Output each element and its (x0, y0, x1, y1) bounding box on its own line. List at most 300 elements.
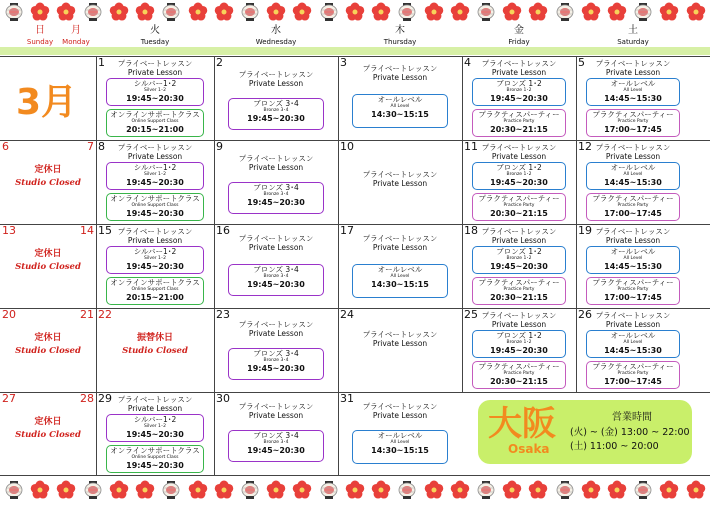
class-en: Online Support Class (131, 203, 179, 208)
private-jp: プライベートレッスン (362, 330, 438, 339)
day-cell-18[interactable] (462, 224, 576, 308)
class-en: Silver 1･2 (143, 256, 167, 261)
private-en: Private Lesson (491, 68, 547, 77)
private-lesson (338, 64, 462, 82)
class-silver[interactable] (106, 78, 204, 106)
studio-info-panel (478, 400, 692, 464)
class-practice-party[interactable] (472, 109, 566, 137)
plum-blossom-icon (30, 2, 50, 22)
day-cell-9[interactable] (214, 140, 338, 224)
header-thursday (338, 26, 462, 47)
plum-blossom-icon (266, 480, 286, 500)
day-number: 27 (2, 392, 16, 405)
day-cell-4[interactable] (462, 56, 576, 140)
class-all-level[interactable] (352, 264, 448, 298)
day-cell-31[interactable] (338, 392, 462, 476)
class-bronze12[interactable] (472, 162, 566, 190)
class-en: Bronze 3･4 (263, 274, 289, 279)
class-silver[interactable] (106, 414, 204, 442)
private-lesson (576, 308, 690, 329)
private-en: Private Lesson (127, 152, 183, 161)
day-number: 30 (216, 392, 230, 405)
paper-lantern-icon (319, 2, 339, 22)
class-jp: ブロンズ 3･4 (253, 99, 299, 108)
paper-lantern-icon (397, 2, 417, 22)
month-title: 3月 (16, 82, 78, 123)
private-en: Private Lesson (248, 79, 304, 88)
class-time: 14:30~15:15 (371, 446, 429, 455)
private-jp: プライベートレッスン (238, 70, 314, 79)
class-en: Practice Party (503, 371, 535, 376)
private-lesson (576, 140, 690, 161)
plum-blossom-icon (56, 2, 76, 22)
private-jp: プライベートレッスン (117, 59, 193, 68)
class-jp: オールレベル (610, 79, 656, 88)
plum-blossom-icon (581, 480, 601, 500)
private-en: Private Lesson (248, 329, 304, 338)
paper-lantern-icon (4, 2, 24, 22)
day-number: 25 (464, 308, 478, 321)
private-lesson (576, 224, 690, 245)
header-en: Saturday (617, 38, 649, 46)
private-jp: プライベートレッスン (362, 402, 438, 411)
class-jp: プラクティスパーティー (478, 194, 560, 203)
private-jp: プライベートレッスン (117, 395, 193, 404)
plum-blossom-icon (424, 2, 444, 22)
class-online-support[interactable] (106, 277, 204, 305)
class-practice-party[interactable] (586, 109, 680, 137)
class-jp: ブロンズ 3･4 (253, 431, 299, 440)
class-bronze34[interactable] (228, 264, 324, 296)
class-time: 20:30~21:15 (490, 209, 548, 218)
plum-blossom-icon (266, 2, 286, 22)
class-time: 14:45~15:30 (604, 178, 662, 187)
day-cell-11[interactable] (462, 140, 576, 224)
class-en: Bronze 3･4 (263, 192, 289, 197)
class-en: Silver 1･2 (143, 88, 167, 93)
day-cell-25[interactable] (462, 308, 576, 392)
paper-lantern-icon (319, 480, 339, 500)
class-en: Practice Party (617, 203, 649, 208)
paper-lantern-icon (161, 2, 181, 22)
plum-blossom-icon (188, 480, 208, 500)
plum-blossom-icon (528, 480, 548, 500)
day-number: 8 (98, 140, 105, 153)
day-number: 19 (578, 224, 592, 237)
studio-closed (0, 162, 96, 188)
private-en: Private Lesson (127, 404, 183, 413)
private-en: Private Lesson (127, 236, 183, 245)
day-number: 20 (2, 308, 16, 321)
class-time: 19:45~20:30 (126, 209, 184, 218)
class-en: All Level (623, 88, 643, 93)
private-lesson (338, 330, 462, 348)
class-all-level[interactable] (586, 78, 680, 106)
day-number: 18 (464, 224, 478, 237)
header-en: Monday (62, 38, 90, 46)
private-lesson (214, 320, 338, 338)
class-jp: プラクティスパーティー (592, 362, 674, 371)
city-name: 大阪 (488, 404, 556, 444)
private-en: Private Lesson (605, 236, 661, 245)
class-online-support[interactable] (106, 109, 204, 137)
class-time: 19:45~20:30 (490, 346, 548, 355)
private-lesson (462, 308, 576, 329)
day-cell-8[interactable] (96, 140, 214, 224)
class-jp: オールレベル (377, 265, 423, 274)
paper-lantern-icon (83, 480, 103, 500)
plum-blossom-icon (292, 2, 312, 22)
plum-blossom-icon (371, 480, 391, 500)
class-practice-party[interactable] (472, 361, 566, 389)
day-cell-6-7[interactable] (0, 140, 96, 224)
private-jp: プライベートレッスン (238, 320, 314, 329)
day-number: 12 (578, 140, 592, 153)
private-en: Private Lesson (491, 152, 547, 161)
day-cell-3[interactable] (338, 56, 462, 140)
day-number: 6 (2, 140, 9, 153)
private-jp: プライベートレッスン (117, 227, 193, 236)
day-number: 2 (216, 56, 223, 69)
paper-lantern-icon (555, 480, 575, 500)
private-jp: プライベートレッスン (238, 154, 314, 163)
day-number: 13 (2, 224, 16, 237)
day-number: 29 (98, 392, 112, 405)
header-en: Wednesday (255, 38, 297, 46)
private-lesson (214, 70, 338, 88)
private-en: Private Lesson (372, 73, 428, 82)
class-en: Bronze 1･2 (506, 88, 532, 93)
plum-blossom-icon (424, 480, 444, 500)
plum-blossom-icon (109, 2, 129, 22)
day-cell-20-21[interactable] (0, 308, 96, 392)
day-number: 11 (464, 140, 478, 153)
day-cell-15[interactable] (96, 224, 214, 308)
closed-en: Studio Closed (15, 430, 81, 440)
class-en: Silver 1･2 (143, 172, 167, 177)
private-lesson (96, 224, 214, 245)
private-en: Private Lesson (248, 243, 304, 252)
class-practice-party[interactable] (586, 361, 680, 389)
business-hours-title: 営業時間 (612, 412, 652, 423)
plum-blossom-icon (109, 480, 129, 500)
class-time: 14:45~15:30 (604, 94, 662, 103)
class-time: 19:45~20:30 (247, 446, 305, 455)
class-time: 14:30~15:15 (371, 280, 429, 289)
class-en: All Level (623, 340, 643, 345)
header-saturday (576, 26, 690, 47)
private-lesson (462, 224, 576, 245)
class-jp: オールレベル (610, 331, 656, 340)
class-jp: オンラインサポートクラス (110, 110, 200, 119)
header-wednesday (214, 26, 338, 47)
class-jp: オールレベル (610, 163, 656, 172)
class-en: Practice Party (617, 119, 649, 124)
day-number: 10 (340, 140, 354, 153)
class-en: All Level (390, 274, 410, 279)
paper-lantern-icon (633, 2, 653, 22)
paper-lantern-icon (397, 480, 417, 500)
class-en: Bronze 1･2 (506, 340, 532, 345)
class-practice-party[interactable] (472, 277, 566, 305)
class-jp: プラクティスパーティー (592, 194, 674, 203)
class-en: Practice Party (503, 287, 535, 292)
class-jp: シルバー1･2 (133, 79, 177, 88)
class-practice-party[interactable] (472, 193, 566, 221)
day-cell-27-28[interactable] (0, 392, 96, 476)
header-jp: 土 (628, 25, 638, 36)
private-lesson (338, 234, 462, 252)
class-all-level[interactable] (586, 330, 680, 358)
class-jp: ブロンズ 3･4 (253, 349, 299, 358)
class-en: Practice Party (503, 203, 535, 208)
studio-closed (0, 414, 96, 440)
class-bronze34[interactable] (228, 98, 324, 130)
class-time: 19:45~20:30 (247, 364, 305, 373)
day-cell-19[interactable] (576, 224, 690, 308)
class-en: Online Support Class (131, 455, 179, 460)
plum-blossom-icon (502, 480, 522, 500)
plum-blossom-icon (502, 2, 522, 22)
closed-en: Studio Closed (15, 178, 81, 188)
private-lesson (214, 154, 338, 172)
class-en: All Level (623, 256, 643, 261)
class-bronze12[interactable] (472, 246, 566, 274)
class-en: Online Support Class (131, 287, 179, 292)
class-jp: オールレベル (377, 95, 423, 104)
closed-jp: 定休日 (34, 417, 62, 427)
plum-blossom-icon (56, 480, 76, 500)
private-jp: プライベートレッスン (362, 234, 438, 243)
header-jp: 月 (71, 25, 81, 36)
plum-blossom-icon (135, 2, 155, 22)
paper-lantern-icon (240, 2, 260, 22)
header-tuesday (96, 26, 214, 47)
class-en: Bronze 3･4 (263, 108, 289, 113)
class-en: Bronze 3･4 (263, 440, 289, 445)
day-number: 24 (340, 308, 354, 321)
class-time: 20:15~21:00 (126, 125, 184, 134)
class-silver[interactable] (106, 246, 204, 274)
header-en: Sunday (26, 38, 54, 46)
class-time: 19:45~20:30 (126, 461, 184, 470)
paper-lantern-icon (161, 480, 181, 500)
class-time: 17:00~17:45 (604, 377, 662, 386)
header-sunday (22, 26, 58, 47)
private-lesson (576, 56, 690, 77)
private-en: Private Lesson (372, 179, 428, 188)
class-en: Online Support Class (131, 119, 179, 124)
private-jp: プライベートレッスン (362, 64, 438, 73)
class-time: 19:45~20:30 (126, 94, 184, 103)
day-cell-26[interactable] (576, 308, 690, 392)
private-lesson (462, 56, 576, 77)
plum-blossom-icon (528, 2, 548, 22)
paper-lantern-icon (83, 2, 103, 22)
class-bronze34[interactable] (228, 182, 324, 214)
class-jp: プラクティスパーティー (592, 278, 674, 287)
day-number: 26 (578, 308, 592, 321)
private-jp: プライベートレッスン (595, 143, 671, 152)
private-en: Private Lesson (491, 236, 547, 245)
day-number: 3 (340, 56, 347, 69)
class-bronze34[interactable] (228, 430, 324, 462)
day-number: 7 (87, 140, 94, 153)
class-time: 14:45~15:30 (604, 346, 662, 355)
class-jp: ブロンズ 3･4 (253, 183, 299, 192)
private-en: Private Lesson (248, 411, 304, 420)
class-time: 17:00~17:45 (604, 293, 662, 302)
class-bronze12[interactable] (472, 330, 566, 358)
day-cell-23[interactable] (214, 308, 338, 392)
day-cell-2[interactable] (214, 56, 338, 140)
day-cell-13-14[interactable] (0, 224, 96, 308)
class-silver[interactable] (106, 162, 204, 190)
class-en: Practice Party (617, 371, 649, 376)
business-hours-weekday: (火) ~ (金) 13:00 ~ 22:00 (570, 427, 690, 438)
plum-blossom-icon (450, 2, 470, 22)
class-time: 19:45~20:30 (490, 94, 548, 103)
day-number: 28 (80, 392, 94, 405)
header-jp: 木 (395, 25, 405, 36)
class-jp: オールレベル (610, 247, 656, 256)
private-jp: プライベートレッスン (362, 170, 438, 179)
plum-blossom-icon (188, 2, 208, 22)
class-time: 14:30~15:15 (371, 110, 429, 119)
header-en: Friday (508, 38, 530, 46)
class-jp: プラクティスパーティー (592, 110, 674, 119)
class-bronze12[interactable] (472, 78, 566, 106)
private-lesson (96, 140, 214, 161)
class-bronze34[interactable] (228, 348, 324, 380)
class-jp: ブロンズ 1･2 (496, 79, 542, 88)
private-jp: プライベートレッスン (595, 311, 671, 320)
header-friday (462, 26, 576, 47)
private-jp: プライベートレッスン (595, 59, 671, 68)
private-en: Private Lesson (372, 339, 428, 348)
paper-lantern-icon (476, 2, 496, 22)
studio-closed (0, 246, 96, 272)
paper-lantern-icon (240, 480, 260, 500)
class-time: 19:45~20:30 (490, 178, 548, 187)
plum-blossom-icon (214, 480, 234, 500)
day-cell-10[interactable] (338, 140, 462, 224)
day-cell-30[interactable] (214, 392, 338, 476)
day-cell-12[interactable] (576, 140, 690, 224)
day-cell-1[interactable] (96, 56, 214, 140)
class-en: All Level (390, 440, 410, 445)
class-jp: シルバー1･2 (133, 163, 177, 172)
private-en: Private Lesson (491, 320, 547, 329)
class-online-support[interactable] (106, 193, 204, 221)
private-en: Private Lesson (605, 152, 661, 161)
plum-blossom-icon (686, 480, 706, 500)
private-lesson (214, 234, 338, 252)
class-en: Bronze 1･2 (506, 172, 532, 177)
private-en: Private Lesson (372, 243, 428, 252)
plum-blossom-icon (607, 2, 627, 22)
day-cell-29[interactable] (96, 392, 214, 476)
day-number: 9 (216, 140, 223, 153)
private-jp: プライベートレッスン (481, 143, 557, 152)
header-en: Thursday (383, 38, 417, 46)
substitute-holiday (96, 330, 214, 356)
private-lesson (462, 140, 576, 161)
class-jp: ブロンズ 3･4 (253, 265, 299, 274)
header-jp: 日 (35, 25, 45, 36)
plum-blossom-icon (607, 480, 627, 500)
plum-blossom-icon (214, 2, 234, 22)
class-en: All Level (623, 172, 643, 177)
paper-lantern-icon (555, 2, 575, 22)
private-en: Private Lesson (248, 163, 304, 172)
closed-en: Studio Closed (15, 262, 81, 272)
private-en: Private Lesson (605, 68, 661, 77)
day-number: 22 (98, 308, 112, 321)
class-practice-party[interactable] (586, 193, 680, 221)
class-time: 20:15~21:00 (126, 293, 184, 302)
class-all-level[interactable] (352, 94, 448, 128)
class-jp: オンラインサポートクラス (110, 194, 200, 203)
class-time: 20:30~21:15 (490, 125, 548, 134)
day-cell-17[interactable] (338, 224, 462, 308)
class-jp: オンラインサポートクラス (110, 278, 200, 287)
day-number: 21 (80, 308, 94, 321)
day-cell-16[interactable] (214, 224, 338, 308)
class-time: 19:45~20:30 (247, 114, 305, 123)
plum-blossom-icon (581, 2, 601, 22)
class-all-level[interactable] (586, 246, 680, 274)
private-jp: プライベートレッスン (117, 143, 193, 152)
class-practice-party[interactable] (586, 277, 680, 305)
plum-blossom-icon (345, 480, 365, 500)
plum-blossom-icon (659, 2, 679, 22)
paper-lantern-icon (4, 480, 24, 500)
class-all-level[interactable] (586, 162, 680, 190)
class-time: 20:30~21:15 (490, 377, 548, 386)
class-en: Silver 1･2 (143, 424, 167, 429)
day-cell-5[interactable] (576, 56, 690, 140)
closed-en: Studio Closed (122, 346, 188, 356)
class-en: Bronze 1･2 (506, 256, 532, 261)
class-jp: プラクティスパーティー (478, 362, 560, 371)
day-number: 15 (98, 224, 112, 237)
day-cell-22[interactable] (96, 308, 214, 392)
class-jp: ブロンズ 1･2 (496, 163, 542, 172)
class-jp: シルバー1･2 (133, 415, 177, 424)
closed-jp: 定休日 (34, 333, 62, 343)
day-number: 16 (216, 224, 230, 237)
header-jp: 火 (150, 25, 160, 36)
plum-blossom-icon (686, 2, 706, 22)
plum-blossom-icon (371, 2, 391, 22)
bottom-decoration (0, 480, 710, 504)
class-jp: オンラインサポートクラス (110, 446, 200, 455)
class-jp: プラクティスパーティー (478, 278, 560, 287)
private-en: Private Lesson (605, 320, 661, 329)
class-jp: ブロンズ 1･2 (496, 247, 542, 256)
plum-blossom-icon (135, 480, 155, 500)
class-online-support[interactable] (106, 445, 204, 473)
weekday-header (0, 26, 710, 48)
class-time: 14:45~15:30 (604, 262, 662, 271)
class-time: 19:45~20:30 (247, 198, 305, 207)
class-all-level[interactable] (352, 430, 448, 464)
day-number: 17 (340, 224, 354, 237)
private-lesson (96, 392, 214, 413)
day-cell-24[interactable] (338, 308, 462, 392)
private-jp: プライベートレッスン (481, 227, 557, 236)
